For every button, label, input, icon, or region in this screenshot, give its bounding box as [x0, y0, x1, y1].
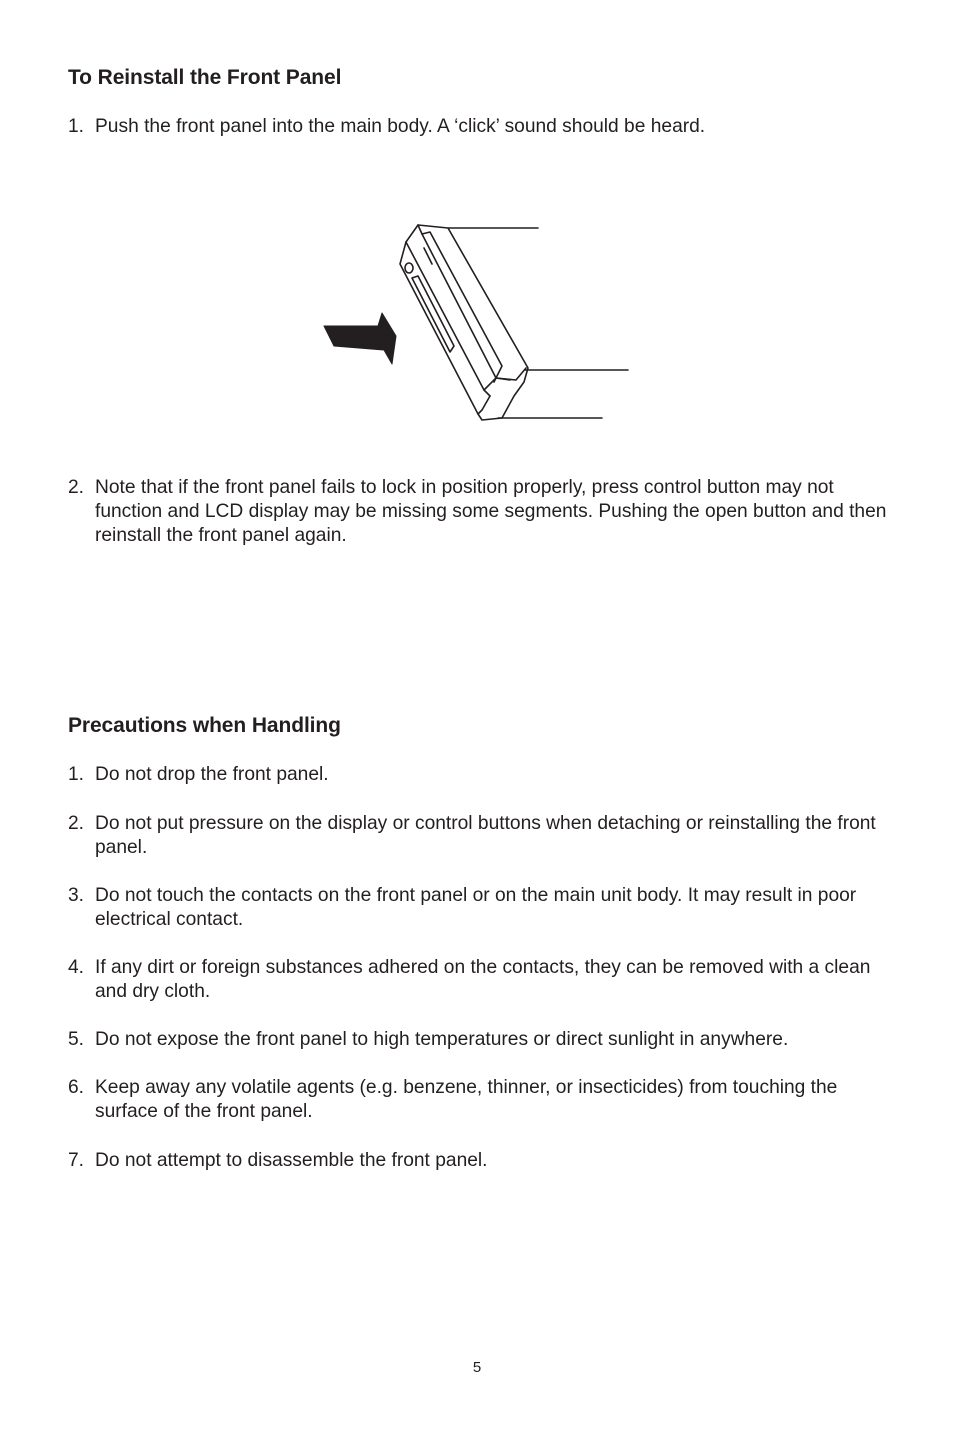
- display-window: [412, 276, 454, 352]
- release-button-icon: [405, 263, 413, 273]
- item-number: 1.: [68, 116, 85, 137]
- item-number: 4.: [68, 957, 85, 978]
- item-number: 2.: [68, 477, 85, 498]
- item-text: Do not touch the contacts on the front panel or on the main unit body. It may result in poor electrical contact.: [95, 885, 857, 930]
- item-text: Push the front panel into the main body. A ‘click’ sound should be heard.: [95, 116, 706, 137]
- list-item: [68, 1149, 898, 1173]
- list-item: [68, 1028, 898, 1052]
- list-item: [68, 115, 898, 139]
- list-item: [68, 476, 898, 548]
- item-text: Do not drop the front panel.: [95, 764, 329, 785]
- list-item: [68, 812, 898, 860]
- item-text: Do not attempt to disassemble the front panel.: [95, 1150, 488, 1171]
- item-number: 6.: [68, 1077, 85, 1098]
- item-number: 7.: [68, 1150, 85, 1171]
- list-item: [68, 763, 898, 787]
- item-text: If any dirt or foreign substances adhered on the contacts, they can be removed with a clean and dry cloth.: [95, 957, 871, 1002]
- item-text: Do not put pressure on the display or control buttons when detaching or reinstalling the front panel.: [95, 813, 876, 858]
- section-heading-precautions: Precautions when Handling: [68, 714, 341, 737]
- item-number: 2.: [68, 813, 85, 834]
- page-number: 5: [472, 1359, 482, 1376]
- list-item: [68, 956, 898, 1004]
- item-text: Do not expose the front panel to high temperatures or direct sunlight in anywhere.: [95, 1029, 789, 1050]
- front-panel-illustration: [320, 218, 635, 428]
- front-panel-outline: [400, 225, 528, 420]
- section-heading-reinstall: To Reinstall the Front Panel: [68, 66, 342, 89]
- item-number: 1.: [68, 764, 85, 785]
- item-number: 5.: [68, 1029, 85, 1050]
- front-panel-corner: [478, 396, 490, 414]
- item-text: Keep away any volatile agents (e.g. benzene, thinner, or insecticides) from touching the surface of the front panel.: [95, 1077, 838, 1122]
- arrow-icon: [324, 313, 396, 364]
- list-item: [68, 1076, 898, 1124]
- list-item: [68, 884, 898, 932]
- item-text: Note that if the front panel fails to lock in position properly, press control button may not function and LCD display may be missing some segments. Pushing the open button and then reinstall the front panel again.: [95, 477, 887, 546]
- item-number: 3.: [68, 885, 85, 906]
